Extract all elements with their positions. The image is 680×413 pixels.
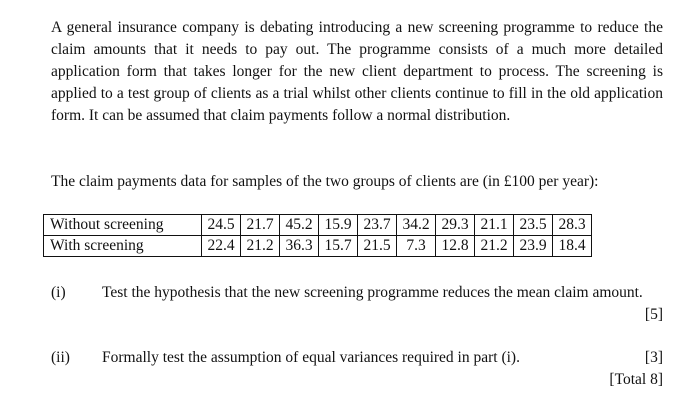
- table-cell: 15.7: [319, 236, 358, 257]
- question-part-ii: [51, 347, 663, 391]
- table-cell: 21.2: [475, 236, 514, 257]
- claims-table: [43, 214, 592, 257]
- table-cell: 34.2: [397, 215, 436, 236]
- table-cell: 21.1: [475, 215, 514, 236]
- table-cell: 12.8: [436, 236, 475, 257]
- total-marks: [Total 8]: [609, 371, 663, 388]
- question-text: Test the hypothesis that the new screening programme reduces the mean claim amount.: [102, 284, 643, 301]
- row-label-with-screening: With screening: [44, 236, 202, 257]
- table-cell: 24.5: [202, 215, 241, 236]
- table-cell: 21.2: [241, 236, 280, 257]
- question-number: (i): [51, 284, 66, 301]
- table-cell: 23.7: [358, 215, 397, 236]
- table-cell: 18.4: [553, 236, 592, 257]
- table-cell: 21.5: [358, 236, 397, 257]
- table-cell: 28.3: [553, 215, 592, 236]
- table-cell: 23.5: [514, 215, 553, 236]
- table-cell: 23.9: [514, 236, 553, 257]
- question-part-i: [51, 282, 663, 326]
- question-marks: [5]: [644, 306, 663, 323]
- row-label-without-screening: Without screening: [44, 215, 202, 236]
- table-cell: 21.7: [241, 215, 280, 236]
- table-row: [44, 215, 592, 236]
- table-cell: 29.3: [436, 215, 475, 236]
- table-cell: 7.3: [397, 236, 436, 257]
- question-text: Formally test the assumption of equal variances required in part (i).: [102, 349, 520, 366]
- question-intro: A general insurance company is debating introducing a new screening programme to reduce the claim amounts that it needs to pay out. The programme consists of a much more detailed application form that takes longer for the new client department to process. The screening is applied to a test group of clients as a trial whilst other clients continue to fill in the old application form. It can be assumed that claim payments follow a normal distribution.: [51, 19, 663, 124]
- table-row: [44, 236, 592, 257]
- question-marks: [3]: [644, 349, 663, 366]
- table-cell: 36.3: [280, 236, 319, 257]
- table-cell: 22.4: [202, 236, 241, 257]
- table-cell: 15.9: [319, 215, 358, 236]
- question-number: (ii): [51, 349, 70, 366]
- table-cell: 45.2: [280, 215, 319, 236]
- data-description: The claim payments data for samples of the two groups of clients are (in £100 per year):: [51, 173, 599, 190]
